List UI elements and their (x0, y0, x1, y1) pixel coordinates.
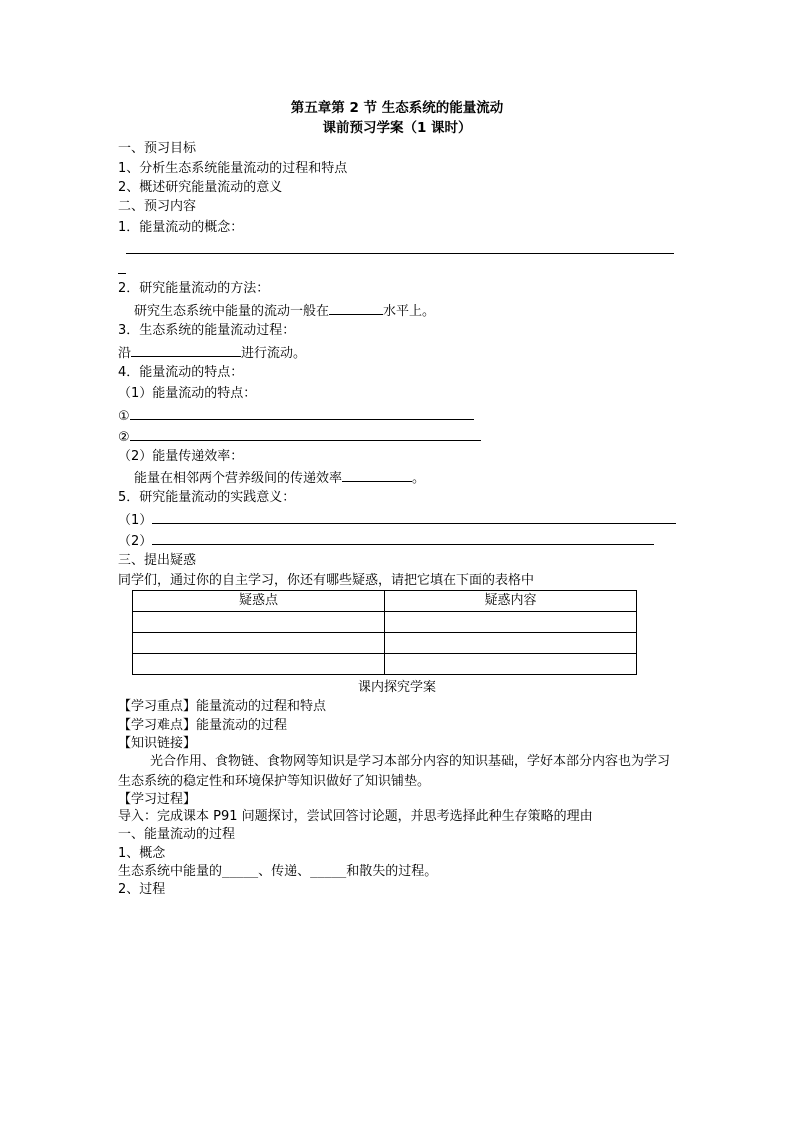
goal-2: 2、概述研究能量流动的意义 (118, 180, 283, 195)
difficulty-label: 【学习难点】 (118, 718, 197, 733)
q2-blank[interactable] (329, 301, 383, 315)
question-4-item2 (118, 427, 481, 446)
question-5-item1 (118, 510, 676, 529)
answer-line-q1-end (118, 273, 126, 274)
table-row (133, 654, 637, 675)
goals-heading: 一、预习目标 (118, 141, 197, 156)
process-label: 【学习过程】 (118, 792, 197, 807)
answer-line-q1[interactable] (126, 253, 674, 254)
q4-item1-marker: ① (118, 409, 130, 424)
q4-item2-marker: ② (118, 430, 130, 445)
link-label: 【知识链接】 (118, 736, 197, 751)
question-4-text (134, 468, 425, 487)
question-5: 5．研究能量流动的实践意义： (118, 490, 296, 505)
question-4: 4．能量流动的特点： (118, 365, 244, 380)
focus-line (118, 698, 326, 715)
table-cell[interactable] (385, 633, 637, 654)
q4-text-before: 能量在相邻两个营养级间的传递效率 (134, 471, 343, 486)
table-cell[interactable] (385, 612, 637, 633)
concept-before: 生态系统中能量的 (118, 864, 223, 879)
q4-item2-blank[interactable] (130, 427, 481, 441)
question-2: 2．研究能量流动的方法： (118, 281, 270, 296)
intro-text: 导入：完成课本 P91 问题探讨，尝试回答讨论题，并思考选择此种生存策略的理由 (118, 809, 593, 824)
q3-text-after: 进行流动。 (241, 346, 307, 361)
question-3-text (118, 343, 306, 362)
q5-item1-blank[interactable] (152, 510, 676, 524)
difficulty-text: 能量流动的过程 (196, 718, 288, 733)
page-title: 第五章第 2 节 生态系统的能量流动 (290, 100, 504, 116)
focus-label: 【学习重点】 (118, 699, 197, 714)
q4-item1-blank[interactable] (130, 406, 474, 420)
concept-after: 和散失的过程。 (346, 864, 438, 879)
question-3: 3．生态系统的能量流动过程： (118, 323, 296, 338)
question-5-item2 (118, 531, 654, 550)
concept-blank-1[interactable]: _____ (222, 864, 259, 878)
q5-item2-blank[interactable] (152, 531, 654, 545)
column-header-doubt-point: 疑惑点 (133, 591, 385, 612)
link-text: 光合作用、食物链、食物网等知识是学习本部分内容的知识基础，学好本部分内容也为学习生态系统的稳定性和环境保护等知识做好了知识铺垫。 (118, 754, 671, 789)
process-heading: 2、过程 (118, 882, 166, 897)
page-subtitle: 课前预习学案（1 课时） (322, 120, 472, 136)
doubts-heading: 三、提出疑惑 (118, 553, 197, 568)
goal-1: 1、分析生态系统能量流动的过程和特点 (118, 161, 348, 176)
q2-text-after: 水平上。 (383, 304, 436, 319)
table-row (133, 612, 637, 633)
q5-item1-marker: （1） (118, 513, 153, 528)
doubts-table (132, 590, 637, 675)
content-heading: 二、预习内容 (118, 199, 197, 214)
difficulty-line (118, 717, 287, 734)
question-1: 1．能量流动的概念： (118, 220, 244, 235)
question-4-sub1: （1）能量流动的特点： (118, 386, 257, 401)
q2-text-before: 研究生态系统中能量的流动一般在 (134, 304, 330, 319)
concept-heading: 1、概念 (118, 846, 166, 861)
focus-text: 能量流动的过程和特点 (196, 699, 327, 714)
question-4-sub2: （2）能量传递效率： (118, 449, 244, 464)
table-cell[interactable] (385, 654, 637, 675)
table-cell[interactable] (133, 654, 385, 675)
table-cell[interactable] (133, 633, 385, 654)
q3-blank[interactable] (131, 343, 241, 357)
q4-text-after: 。 (412, 471, 426, 486)
q3-text-before: 沿 (118, 346, 132, 361)
concept-blank-2[interactable]: _____ (310, 864, 347, 878)
question-4-item1 (118, 406, 474, 425)
table-row (133, 633, 637, 654)
classroom-caption: 课内探究学案 (357, 680, 436, 695)
table-cell[interactable] (133, 612, 385, 633)
q4-blank[interactable] (342, 468, 412, 482)
question-2-text (134, 301, 435, 320)
table-header-row (133, 591, 637, 612)
concept-text (118, 863, 437, 880)
q5-item2-marker: （2） (118, 534, 153, 549)
section-1-heading: 一、能量流动的过程 (118, 827, 236, 842)
concept-middle: 、传递、 (258, 864, 311, 879)
column-header-doubt-content: 疑惑内容 (385, 591, 637, 612)
doubts-instruction: 同学们，通过你的自主学习，你还有哪些疑惑，请把它填在下面的表格中 (118, 573, 535, 588)
